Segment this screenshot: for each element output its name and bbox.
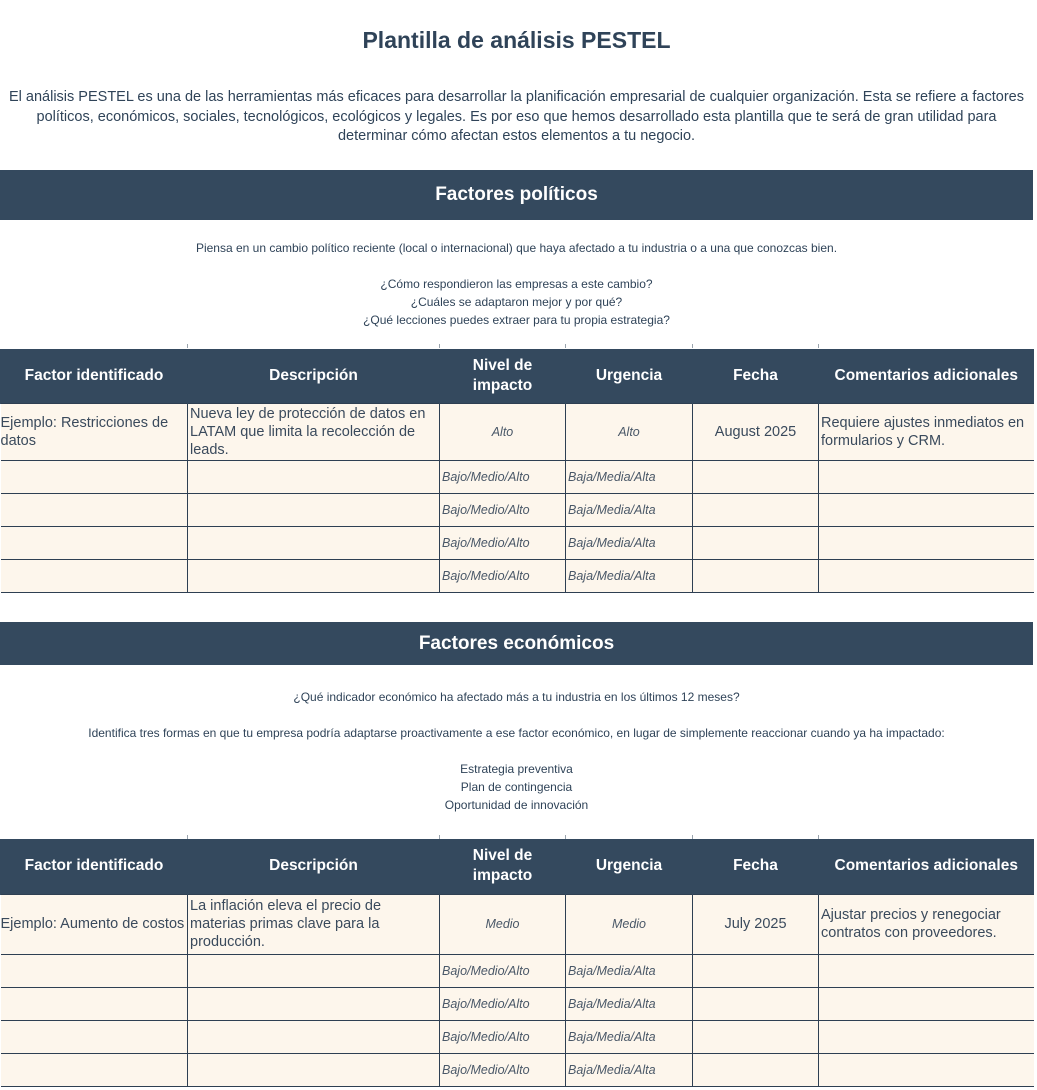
cell-impact[interactable]: Bajo/Medio/Alto [440, 1053, 566, 1086]
cell-comments[interactable]: Ajustar precios y renegociar contratos con proveedores. [819, 894, 1034, 954]
pestel-table-politicos [0, 349, 1034, 593]
cell-impact[interactable]: Bajo/Medio/Alto [440, 493, 566, 526]
cell-description[interactable] [188, 460, 440, 493]
table-row [1, 526, 1034, 559]
section-heading-economicos: Factores económicos [0, 622, 1033, 665]
col-header-descripcion: Descripción [188, 349, 440, 403]
table-row [1, 559, 1034, 592]
col-header-factor: Factor identificado [1, 839, 188, 894]
cell-factor[interactable] [1, 1053, 188, 1086]
col-header-factor: Factor identificado [1, 349, 188, 403]
col-header-impacto: Nivel de impacto [440, 839, 566, 894]
cell-description[interactable] [188, 987, 440, 1020]
prompt: Plan de contingencia [460, 780, 573, 794]
cell-date[interactable] [693, 954, 819, 987]
cell-factor[interactable] [1, 526, 188, 559]
cell-comments[interactable] [819, 559, 1034, 592]
cell-comments[interactable] [819, 954, 1034, 987]
col-header-urgencia: Urgencia [566, 839, 693, 894]
cell-impact[interactable]: Bajo/Medio/Alto [440, 1020, 566, 1053]
table-row [1, 460, 1034, 493]
cell-urgency[interactable]: Alto [566, 403, 693, 460]
cell-description[interactable]: Nueva ley de protección de datos en LATAM que limita la recolección de leads. [188, 403, 440, 460]
prompt: ¿Cómo respondieron las empresas a este cambio? [380, 277, 653, 291]
cell-urgency[interactable]: Baja/Media/Alta [566, 526, 693, 559]
cell-comments[interactable] [819, 526, 1034, 559]
table-header-row [1, 839, 1034, 894]
cell-date[interactable] [693, 987, 819, 1020]
cell-impact[interactable]: Bajo/Medio/Alto [440, 954, 566, 987]
cell-impact[interactable]: Bajo/Medio/Alto [440, 559, 566, 592]
cell-description[interactable] [188, 1020, 440, 1053]
cell-impact[interactable]: Alto [440, 403, 566, 460]
gridline-tick [692, 344, 693, 348]
intro-paragraph: El análisis PESTEL es una de las herramientas más eficaces para desarrollar la planificación empresarial de cualquier organización. Esta se refiere a factores políticos, económicos, sociales, tecnológicos, ecológicos y legales. Es por eso que hemos desarrollado esta plantilla que te será de gran utilidad para determinar cómo afectan estos elementos a tu negocio. [9, 89, 1024, 144]
cell-date[interactable] [693, 1020, 819, 1053]
cell-date[interactable] [693, 493, 819, 526]
gridline-tick [565, 344, 566, 348]
cell-factor[interactable] [1, 954, 188, 987]
col-header-urgencia: Urgencia [566, 349, 693, 403]
page-title: Plantilla de análisis PESTEL [362, 27, 671, 53]
cell-comments[interactable] [819, 493, 1034, 526]
prompt: Oportunidad de innovación [444, 798, 589, 812]
cell-description[interactable] [188, 954, 440, 987]
cell-comments[interactable] [819, 1053, 1034, 1086]
gridline-tick [187, 344, 188, 348]
cell-description[interactable] [188, 526, 440, 559]
cell-description[interactable] [188, 559, 440, 592]
table-row [1, 493, 1034, 526]
cell-urgency[interactable]: Baja/Media/Alta [566, 954, 693, 987]
cell-date[interactable] [693, 1053, 819, 1086]
table-row [1, 987, 1034, 1020]
prompt: ¿Qué indicador económico ha afectado más a tu industria en los últimos 12 meses? [293, 690, 740, 704]
cell-description[interactable] [188, 493, 440, 526]
gridline-tick [818, 344, 819, 348]
prompt: Identifica tres formas en que tu empresa podría adaptarse proactivamente a ese factor económico, en lugar de simplemente reaccionar cuando ya ha impactado: [88, 726, 945, 740]
cell-date[interactable] [693, 460, 819, 493]
cell-urgency[interactable]: Baja/Media/Alta [566, 987, 693, 1020]
cell-impact[interactable]: Bajo/Medio/Alto [440, 987, 566, 1020]
cell-factor[interactable] [1, 460, 188, 493]
cell-comments[interactable] [819, 987, 1034, 1020]
section-heading-politicos: Factores políticos [0, 170, 1033, 220]
cell-description[interactable] [188, 1053, 440, 1086]
cell-description[interactable]: La inflación eleva el precio de materias primas clave para la producción. [188, 894, 440, 954]
col-header-fecha: Fecha [693, 839, 819, 894]
cell-factor[interactable]: Ejemplo: Aumento de costos [1, 894, 188, 954]
pestel-table-economicos [0, 839, 1034, 1087]
table-row [1, 1020, 1034, 1053]
cell-comments[interactable] [819, 1020, 1034, 1053]
cell-impact[interactable]: Bajo/Medio/Alto [440, 460, 566, 493]
cell-urgency[interactable]: Baja/Media/Alta [566, 493, 693, 526]
cell-date[interactable] [693, 559, 819, 592]
cell-factor[interactable] [1, 1020, 188, 1053]
gridline-tick [439, 344, 440, 348]
table-header-row [1, 349, 1034, 403]
table-row-example [1, 894, 1034, 954]
cell-comments[interactable] [819, 460, 1034, 493]
cell-urgency[interactable]: Medio [566, 894, 693, 954]
prompt: Piensa en un cambio político reciente (local o internacional) que haya afectado a tu industria o a una que conozcas bien. [195, 241, 838, 255]
col-header-comentarios: Comentarios adicionales [819, 839, 1034, 894]
cell-factor[interactable] [1, 493, 188, 526]
cell-urgency[interactable]: Baja/Media/Alta [566, 1053, 693, 1086]
col-header-comentarios: Comentarios adicionales [819, 349, 1034, 403]
table-row [1, 1053, 1034, 1086]
cell-date[interactable]: July 2025 [693, 894, 819, 954]
prompt: ¿Qué lecciones puedes extraer para tu propia estrategia? [363, 313, 670, 327]
cell-date[interactable]: August 2025 [693, 403, 819, 460]
cell-factor[interactable] [1, 987, 188, 1020]
col-header-fecha: Fecha [693, 349, 819, 403]
cell-comments[interactable]: Requiere ajustes inmediatos en formularios y CRM. [819, 403, 1034, 460]
cell-impact[interactable]: Bajo/Medio/Alto [440, 526, 566, 559]
cell-date[interactable] [693, 526, 819, 559]
cell-impact[interactable]: Medio [440, 894, 566, 954]
cell-urgency[interactable]: Baja/Media/Alta [566, 1020, 693, 1053]
col-header-impacto: Nivel de impacto [440, 349, 566, 403]
table-row [1, 954, 1034, 987]
prompt: Estrategia preventiva [460, 762, 573, 776]
cell-factor[interactable] [1, 559, 188, 592]
table-row-example [1, 403, 1034, 460]
cell-factor[interactable]: Ejemplo: Restricciones de datos [1, 403, 188, 460]
col-header-descripcion: Descripción [188, 839, 440, 894]
cell-urgency[interactable]: Baja/Media/Alta [566, 460, 693, 493]
cell-urgency[interactable]: Baja/Media/Alta [566, 559, 693, 592]
prompt: ¿Cuáles se adaptaron mejor y por qué? [410, 295, 623, 309]
